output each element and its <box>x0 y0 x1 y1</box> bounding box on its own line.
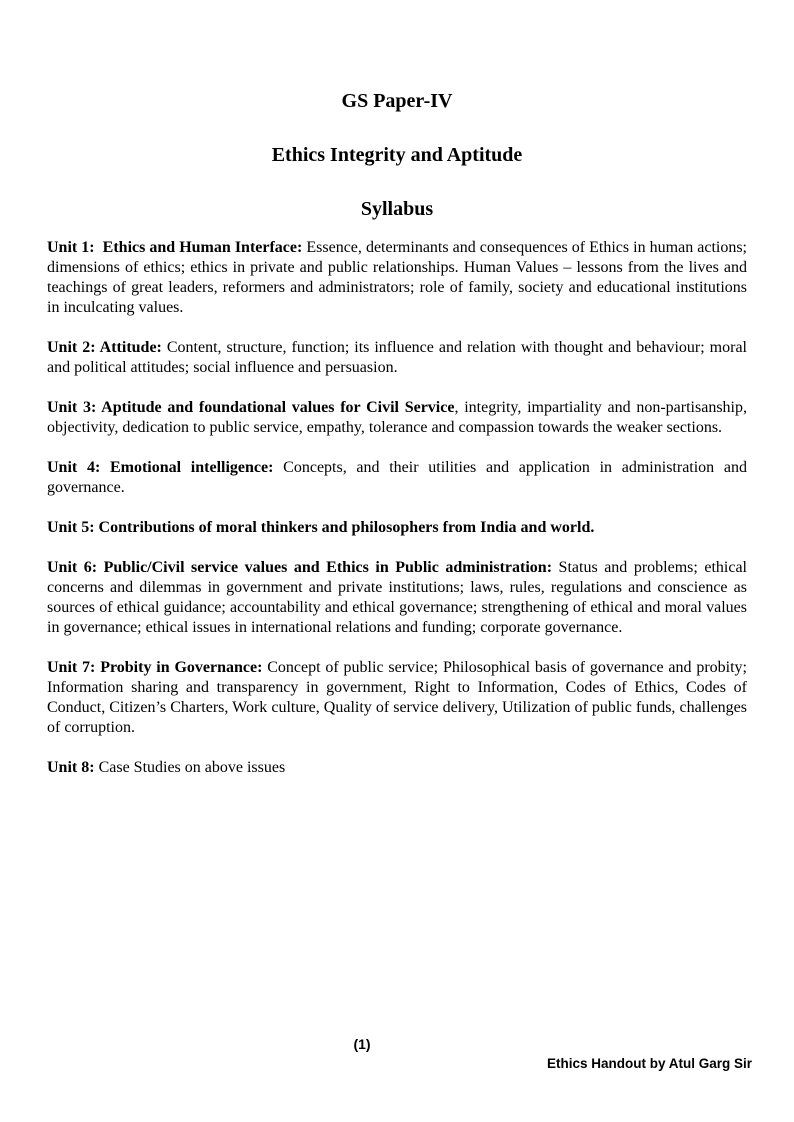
unit-heading: Unit 3: Aptitude and foundational values for Civil Service <box>47 399 455 416</box>
unit-body: Concept of public service; Philosophical basis of governance and probity; Information sharing and transparency in government, Right to Information, Codes of Ethics, Codes of Conduct, Citizen’s Charters, Work culture, Quality of service delivery, Utilization of public funds, challenges of corruption. <box>47 659 748 736</box>
syllabus-unit-4 <box>47 458 747 498</box>
unit-heading: Unit 4: Emotional intelligence: <box>47 459 274 476</box>
unit-body: Essence, determinants and consequences of Ethics in human actions; dimensions of ethics; ethics in private and public relationships. Human Values – lessons from the lives and teachings of great leaders, reformers and administrators; role of family, society and educational institutions in inculcating values. <box>47 239 748 316</box>
unit-body: Concepts, and their utilities and application in administration and governance. <box>47 459 747 496</box>
syllabus-unit-8 <box>47 758 747 778</box>
syllabus-unit-6 <box>47 558 747 638</box>
unit-body: Content, structure, function; its influence and relation with thought and behaviour; moral and political attitudes; social influence and persuasion. <box>47 339 747 376</box>
unit-body: Status and problems; ethical concerns and dilemmas in government and private institutions; laws, rules, regulations and conscience as sources of ethical guidance; accountability and ethical governance; strengthening of ethical and moral values in governance; ethical issues in international relations and funding; corporate governance. <box>47 559 748 636</box>
unit-heading: Unit 1: Ethics and Human Interface: <box>47 239 303 256</box>
syllabus-heading: Syllabus <box>360 198 434 220</box>
subject-title: Ethics Integrity and Aptitude <box>271 144 523 166</box>
unit-heading: Unit 6: Public/Civil service values and Ethics in Public administration: <box>47 559 553 576</box>
syllabus-unit-1 <box>47 238 747 318</box>
syllabus-unit-2 <box>47 338 747 378</box>
unit-body: Case Studies on above issues <box>94 759 286 776</box>
unit-body: , integrity, impartiality and non-partisanship, objectivity, dedication to public service, empathy, tolerance and compassion towards the weaker sections. <box>47 399 747 436</box>
unit-heading: Unit 8: <box>47 759 95 776</box>
paper-title: GS Paper-IV <box>341 90 453 112</box>
page-number: (1) <box>353 1036 371 1052</box>
syllabus-unit-5 <box>47 518 747 538</box>
unit-heading: Unit 7: Probity in Governance: <box>47 659 263 676</box>
unit-heading: Unit 5: Contributions of moral thinkers and philosophers from India and world. <box>47 519 595 536</box>
handout-credit: Ethics Handout by Atul Garg Sir <box>546 1056 752 1071</box>
unit-heading: Unit 2: Attitude: <box>47 339 162 356</box>
syllabus-unit-3 <box>47 398 747 438</box>
syllabus-unit-7 <box>47 658 747 738</box>
